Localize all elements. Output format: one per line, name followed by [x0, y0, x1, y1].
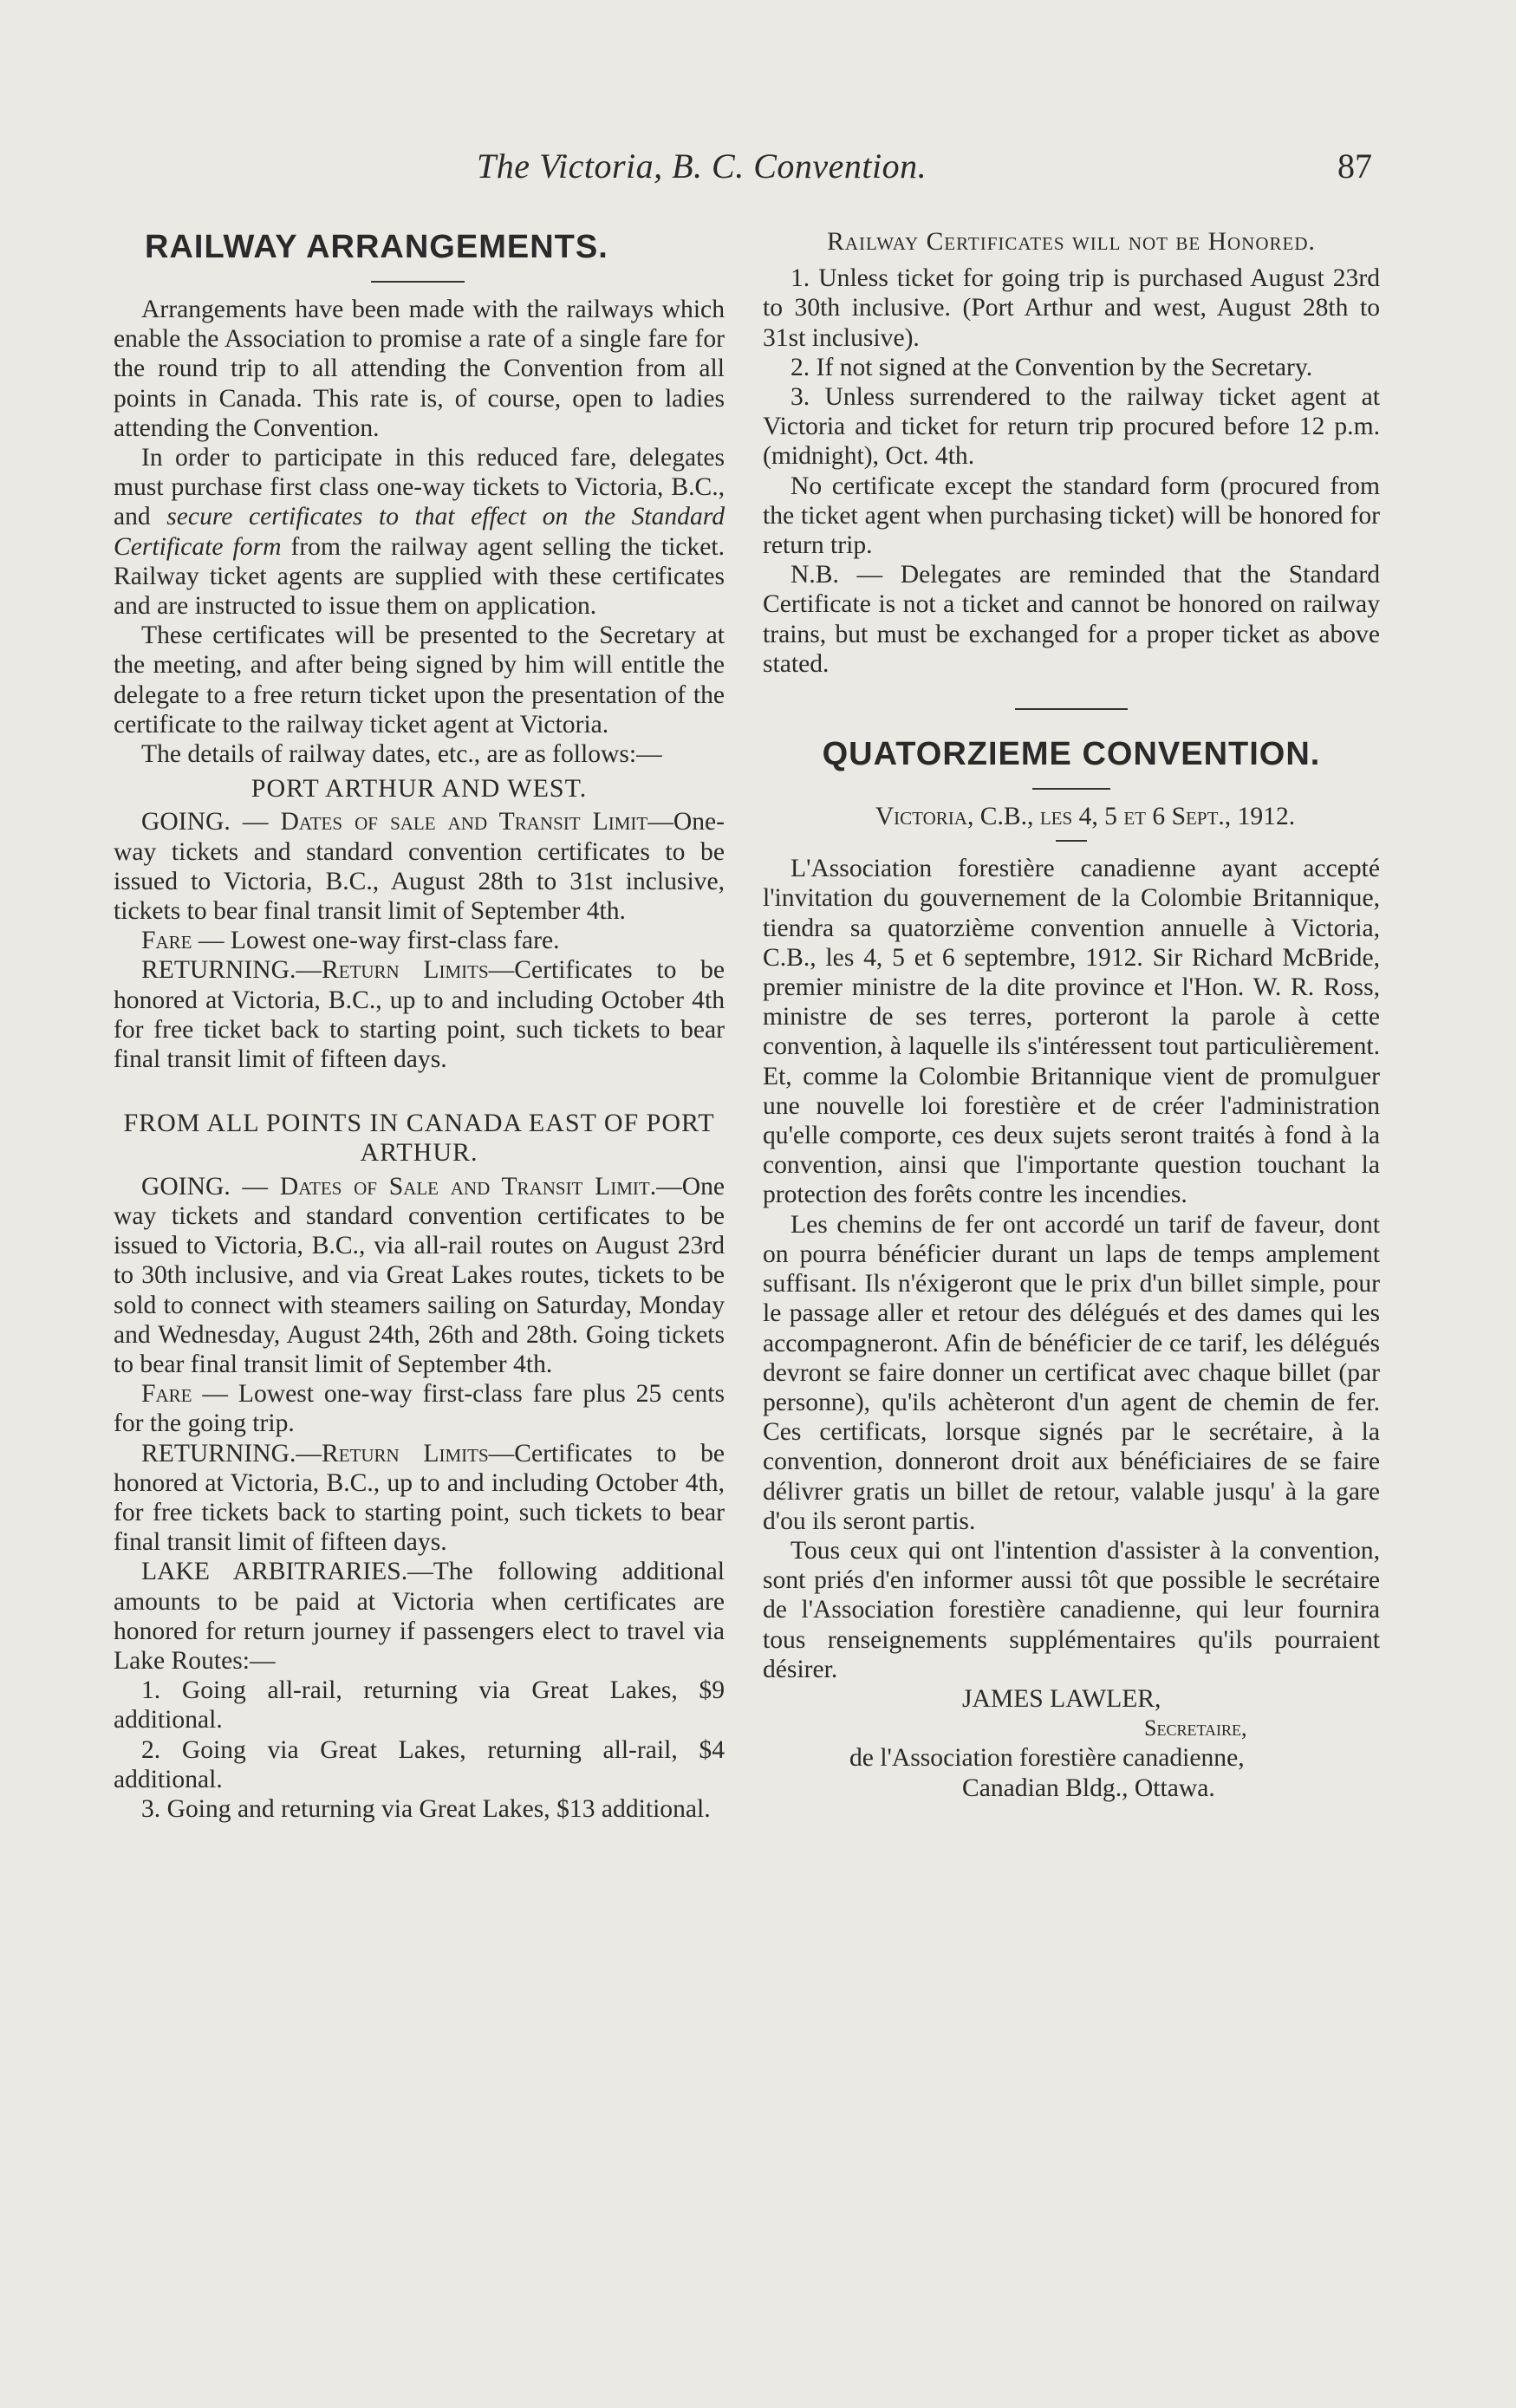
dateline: Victoria, C.B., les 4, 5 et 6 Sept., 1912. [875, 803, 1296, 831]
page-number: 87 [1337, 146, 1372, 185]
paragraph: L'Association forestière canadienne ayant accepté l'invitation du gouvernement de la Colombie Britannique, tiendra sa quatorzième convention annuelle à Victoria, C.B., les 4, 5 et 6 septembre, 1912. Sir Richard McBride, premier ministre de la dite province et l'Hon. W. R. Ross, ministre de ses terres, porteront la parole à cette convention, à laquelle ils s'intéressent tout particulièrement. Et, comme la Colombie Britannique vient de promulguer une nouvelle loi forestière et de créer l'administration qu'elle comporte, ces deux sujets seront traités à fond à la convention, ainsi que l'importante question touchant la protection des forêts contre les incendies. [763, 855, 1380, 1209]
signature-title: Secretaire, [1144, 1715, 1247, 1741]
fare-paragraph: Fare — Lowest one-way first-class fare. [141, 927, 560, 955]
lake-arbitraries-paragraph: LAKE ARBITRARIES.—The following additional amounts to be paid at Victoria when certificates are honored for return journey if passengers elect to travel via Lake Routes:— [114, 1558, 725, 1675]
paragraph: Arrangements have been made with the railways which enable the Association to promise a rate of a single fare for the round trip to all attending the Convention from all points in Canada. This rate is, of course, open to ladies attending the Convention. [114, 296, 725, 442]
section-rule [1015, 708, 1128, 710]
returning-paragraph: RETURNING.—Return Limits—Certificates to be honored at Victoria, B.C., up to and including October 4th for free ticket back to starting point, such tickets to bear final transit limit of fifteen days. [114, 956, 725, 1074]
signature-address: Canadian Bldg., Ottawa. [962, 1773, 1215, 1802]
list-item: 1. Going all-rail, returning via Great Lakes, $9 additional. [114, 1676, 725, 1734]
fare-paragraph: Fare — Lowest one-way first-class fare plus 25 cents for the going trip. [114, 1380, 725, 1438]
list-item: 1. Unless ticket for going trip is purchased August 23rd to 30th inclusive. (Port Arthur and west, August 28th to 31st inclusive). [763, 264, 1380, 352]
nb-paragraph: N.B. — Delegates are reminded that the Standard Certificate is not a ticket and cannot be honored on railway trains, but must be exchanged for a proper ticket as above stated. [763, 561, 1380, 678]
signature-name: JAMES LAWLER, [962, 1684, 1161, 1713]
going-paragraph: GOING. — Dates of sale and Transit Limit—One-way tickets and standard convention certificates to be issued to Victoria, B.C., August 28th to 31st inclusive, tickets to bear final transit limit of September 4th. [114, 808, 725, 926]
paragraph: These certificates will be presented to the Secretary at the meeting, and after being signed by him will entitle the delegate to a free return ticket upon the presentation of the certificate to the railway ticket agent at Victoria. [114, 622, 725, 739]
heading-rule [371, 281, 465, 283]
railway-certificates-heading: Railway Certificates will not be Honored. [827, 228, 1316, 256]
list-item: 3. Going and returning via Great Lakes, $13 additional. [141, 1794, 711, 1823]
returning-paragraph: RETURNING.—Return Limits—Certificates to be honored at Victoria, B.C., up to and including October 4th, for free tickets back to starting point, such tickets to bear final transit limit of fifteen days. [114, 1439, 725, 1557]
paragraph: Tous ceux qui ont l'intention d'assister à la convention, sont priés d'en informer aussi tôt que possible le secrétaire de l'Association forestière canadienne, qui leur fournira tous renseignements supplémentaires qu'ils pourraient désirer. [763, 1536, 1380, 1683]
paragraph: No certificate except the standard form (procured from the ticket agent when purchasing ticket) will be honored for return trip. [763, 472, 1380, 560]
railway-arrangements-heading: RAILWAY ARRANGEMENTS. [145, 229, 608, 265]
paragraph: In order to participate in this reduced fare, delegates must purchase first class one-way tickets to Victoria, B.C., and secure certificates to that effect on the Standard Certificate form from the railway agent selling the ticket. Railway ticket agents are supplied with these certificates and are instructed to issue them on application. [114, 444, 725, 621]
heading-rule [1032, 788, 1110, 790]
going-paragraph: GOING. — Dates of Sale and Transit Limit.—One way tickets and standard convention certificates to be issued to Victoria, B.C., via all-rail routes on August 23rd to 30th inclusive, and via Great Lakes routes, tickets to be sold to connect with steamers sailing on Saturday, Monday and Wednesday, August 24th, 26th and 28th. Going tickets to bear final transit limit of September 4th. [114, 1172, 725, 1378]
paragraph: Les chemins de fer ont accordé un tarif de faveur, dont on pourra bénéficier durant un laps de temps amplement suffisant. Ils n'éxigeront que le prix d'un billet simple, pour le passage aller et retour des délégués et des dames qui les accompagneront. Afin de bénéficier de ce tarif, les délégués devront se faire donner un certificat avec chaque billet (par personne), qu'ils achèteront d'un agent de chemin de fer. Ces certificats, lorsque signés par le secrétaire, à la convention, donneront droit aux bénéficiaires de se faire délivrer gratis un billet de retour, valable jusqu' à la gare d'ou ils seront partis. [763, 1210, 1380, 1535]
paragraph: The details of railway dates, etc., are as follows:— [141, 740, 662, 769]
subheading-port-arthur: PORT ARTHUR AND WEST. [250, 774, 588, 804]
list-item: 2. Going via Great Lakes, returning all-rail, $4 additional. [114, 1735, 725, 1793]
right-column [763, 227, 1380, 1803]
subheading-east: FROM ALL POINTS IN CANADA EAST OF PORT ARTHUR. [123, 1109, 715, 1168]
list-item: 2. If not signed at the Convention by the Secretary. [791, 353, 1313, 381]
left-column [114, 227, 725, 1824]
list-item: 3. Unless surrendered to the railway ticket agent at Victoria and ticket for return trip procured before 12 p.m. (midnight), Oct. 4th. [763, 383, 1380, 471]
signature-organization: de l'Association forestière canadienne, [849, 1744, 1245, 1773]
quatorzieme-convention-heading: QUATORZIEME CONVENTION. [822, 736, 1321, 773]
dateline-rule [1056, 840, 1087, 842]
running-title: The Victoria, B. C. Convention. [477, 146, 927, 185]
